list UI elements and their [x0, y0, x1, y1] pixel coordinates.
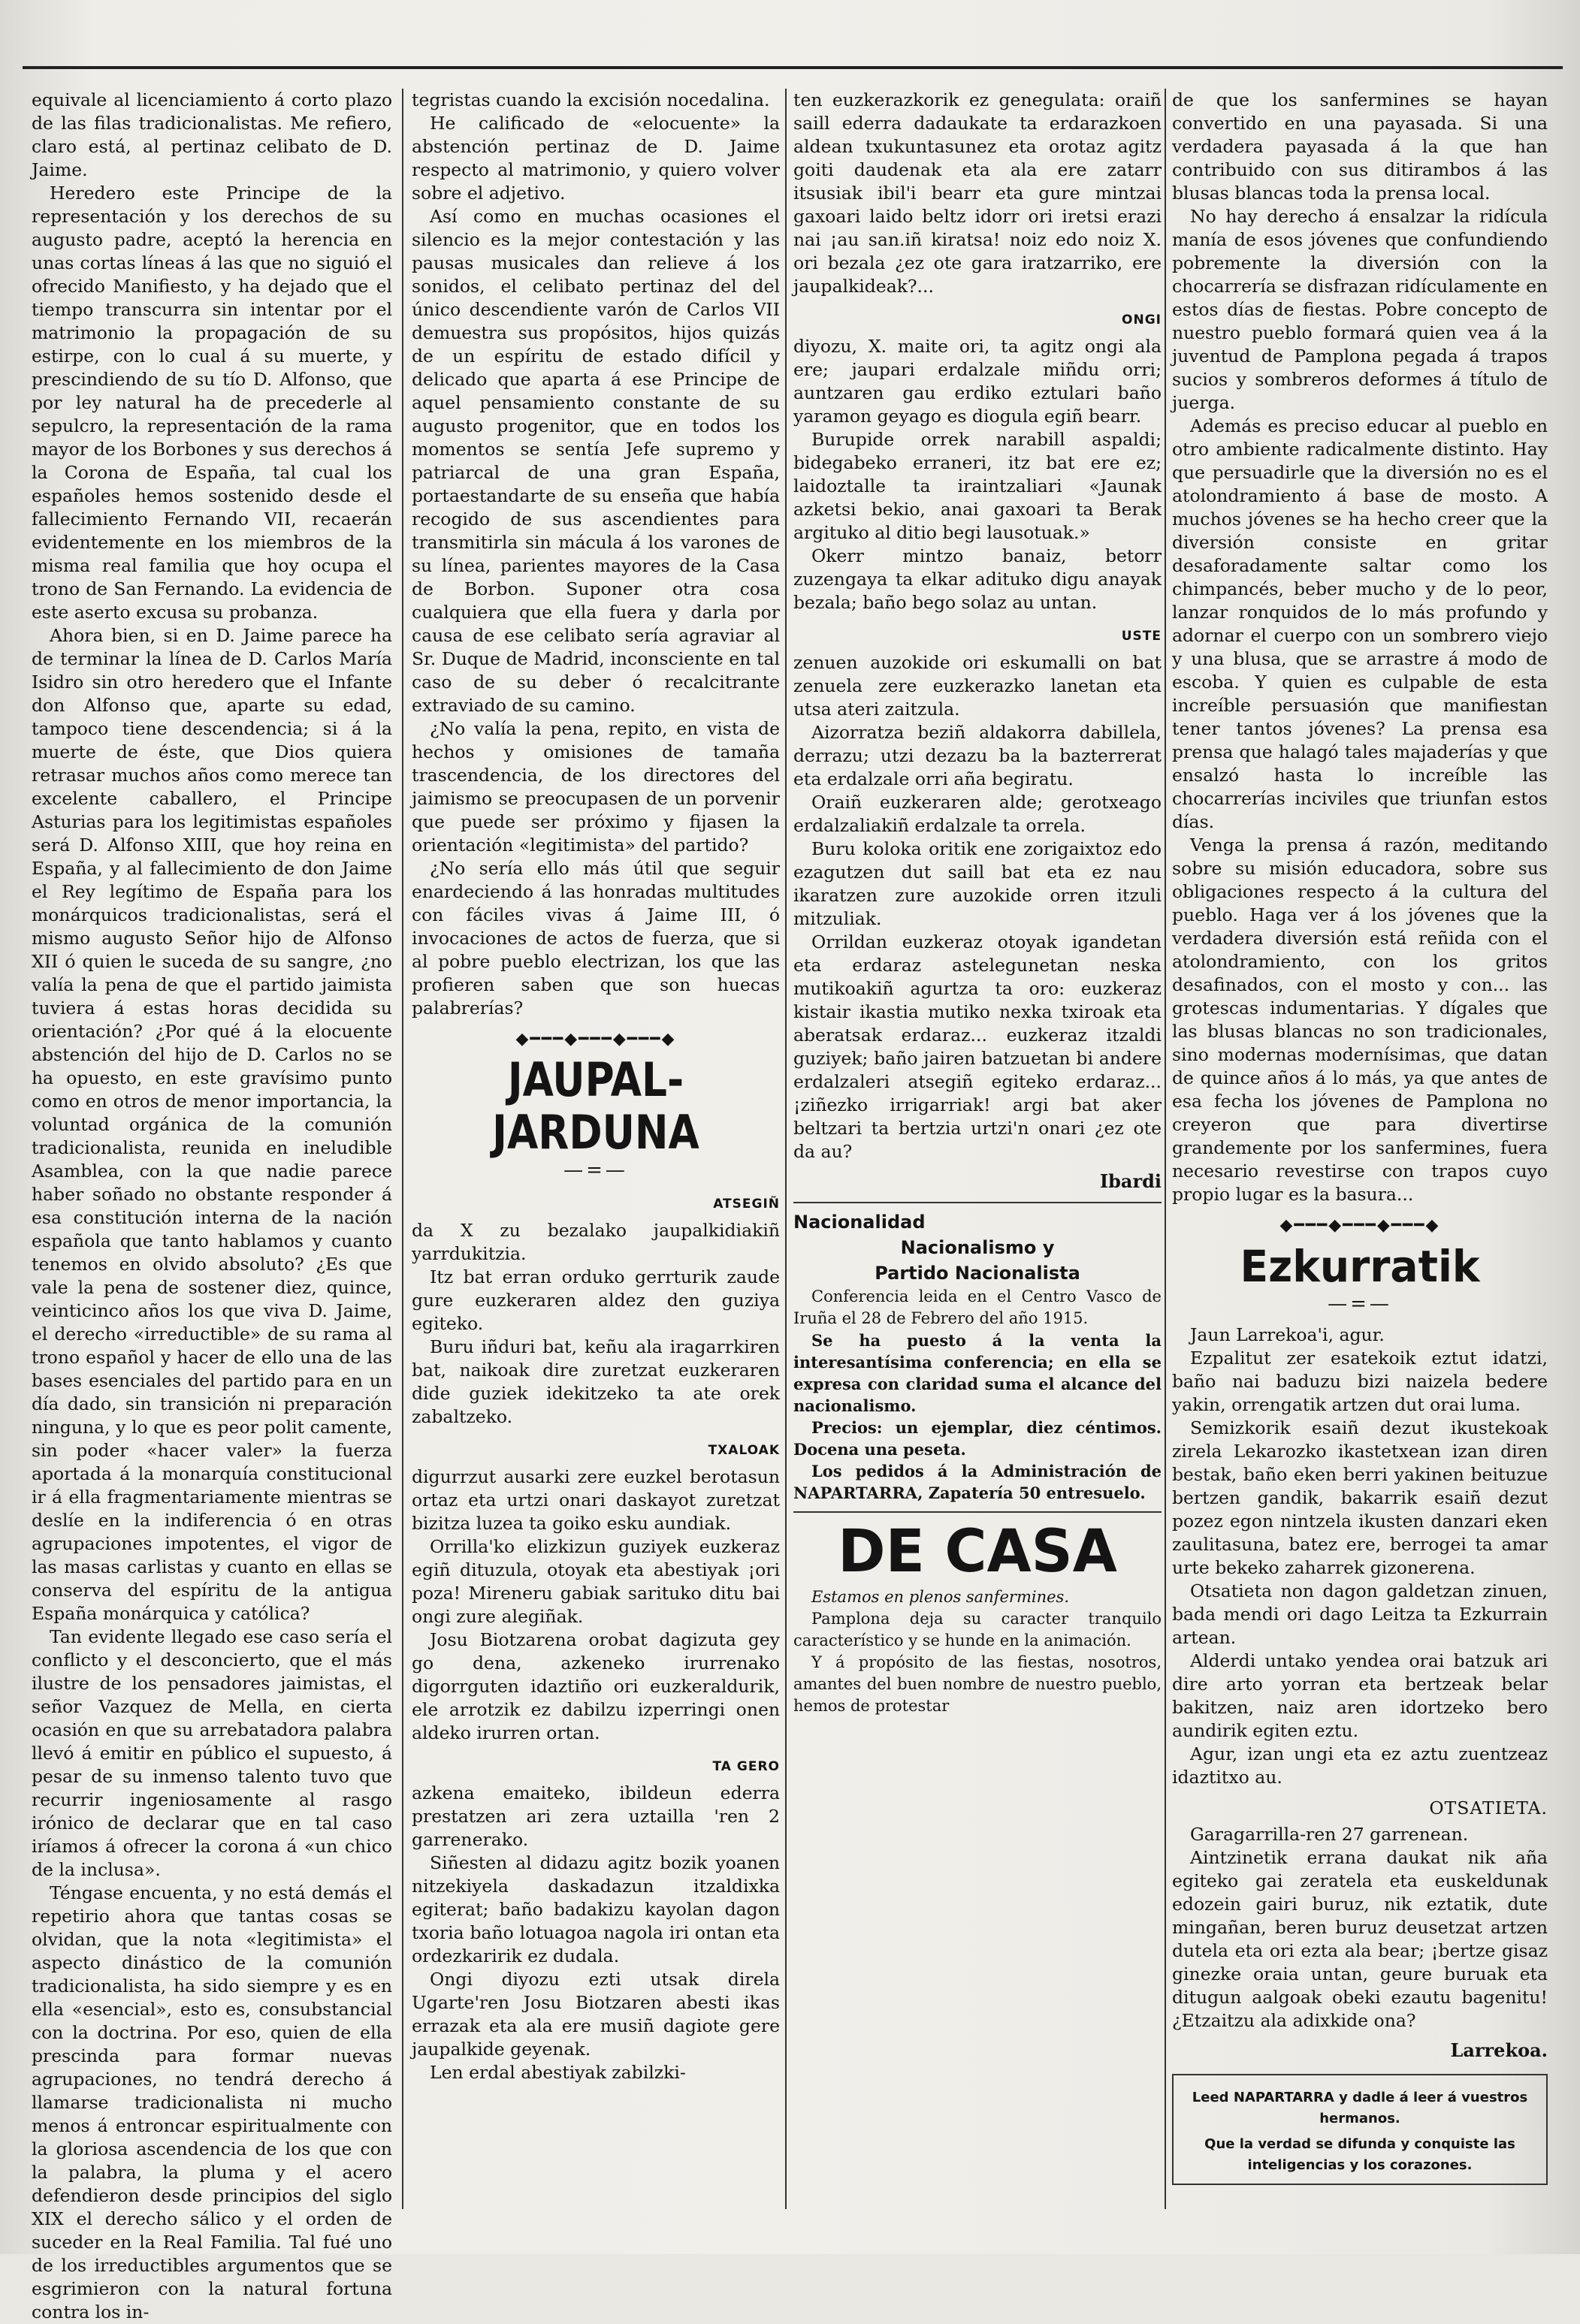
article-paragraph: Ahora bien, si en D. Jaime parece ha de terminar la línea de D. Carlos María Isidro sin otro heredero que el Infante don Alfonso que, aparte su edad, tampoco tiene descendencia; si á la muerte de éste, que Dios quiera retrasar muchos años como merece tan excelente caballero, el Principe Asturias para los legitimistas españoles será D. Alfonso XIII, que hoy reina en España, y al fallecimiento de don Jaime el Rey legítimo de España para los monárquicos tradicionalistas, será el mismo augusto Señor hijo de Alfonso XII ó quien le suceda de su sangre, ¿no valía la pena de que el partido jaimista tuviera á estas horas decidida su orientación? ¿Por qué á la elocuente abstención del hijo de D. Carlos no se ha opuesto, en este gravísimo punto como en otros de menor importancia, la voluntad orgánica de la comunión tradicionalista, reunida en ineludible Asamblea, con la que nadie parece haber soñado no obstante responder á esa constitución interna de la nación española que tanto hablamos y cuanto tenemos en olvido absoluto? ¿Es que vale la pena de sostener diez, quince, veinticinco años los que viva D. Jaime, el derecho «irreductible» de su rama al trono español y hacer de ello una de las bases esenciales del partido para en un día dado, sin transición ni preparación ninguna, y lo que es peor polit camente, sin poder «hacer valer» la fuerza aportada á la monarquía constitucional ir á ella fragmentariamente mientras se deslíe en la indiferencia ó en otras agrupaciones impotentes, el vigor de las masas carlistas y cuanto en ellas se conserva del espíritu de la antigua España monárquica y católica? — [32, 625, 392, 1624]
entry-text: da X zu bezalako jaupalkidiakiñ yarrdukitzia. — [412, 1220, 780, 1264]
entry-signature: TXALOAK — [708, 1443, 780, 1458]
section-title: Ezkurratik — [1240, 1241, 1480, 1292]
article-paragraph: Así como en muchas ocasiones el silencio es la mejor contestación y las pausas musicales dan relieve á los sonidos, el celibato pertinaz del del único descendiente varón de Carlos VII demuestra sus propósitos, hijos quizás de un espíritu de estado difícil y delicado que aparta á ese Principe de aquel pensamiento constante de su augusto progenitor, que en todos los momentos se sentía Jefe supremo y patriarcal de una gran España, portaestandarte de su enseña que había recogido de sus ascendientes para transmitirla sin mácula á los varones de su línea, parientes mayores de la Casa de Borbon. Suponer otra cosa cualquiera que ella fuera y darla por causa de ese celibato sería agraviar al Sr. Duque de Madrid, inconsciente en tal caso de su deber ó recalcitrante extraviado de su camino. — [412, 206, 780, 716]
article-paragraph: Tan evidente llegado ese caso sería el conflicto y el desconcierto, que el más ilustre de los pensadores jaimistas, el señor Vazquez de Mella, en cierta ocasión en que su arrebatadora palabra llevó á emitir en público el supuesto, á pesar de su inmenso talento tuvo que recurrir ingeniosamente al rasgo irónico de declarar que en tal caso iríamos á ofrecer la corona á «un chico de la inclusa». — [32, 1626, 392, 1880]
column-4 — [1172, 89, 1548, 2224]
notice-paragraph: Los pedidos á la Administración de NAPARTARRA, Zapatería 50 entresuelo. — [793, 1462, 1162, 1502]
entry-text: diyozu, X. maite ori, ta agitz ongi ala ere; jaupari erdalzale miñdu orri; auntzaren gau erdiko eztulari baño yaramon geyago es diogula egiñ bearr. — [793, 336, 1162, 427]
letter-paragraph: Semizkorik esaiñ dezut ikustekoak zirela Lekarozko ikastetxean izan diren bestak, baño eken berri yakinen beituzue bertzen gandik, bakarrik esaiñ dezut pozez egon nintzela ikusten danzari eken zaulitasuna, batez ere, berrogei ta amar urte bekeko zaharrek gizonerena. — [1172, 1417, 1548, 1578]
column-1 — [32, 89, 392, 2322]
letter-paragraph: Otsatieta non dagon galdetzan zinuen, bada mendi ori dago Leitza ta Ezkurrain artean. — [1172, 1580, 1548, 1648]
article-paragraph: tegristas cuando la excisión nocedalina. — [412, 89, 770, 110]
entry-text: azkena emaiteko, ibildeun ederra prestatzen ari zera uztailla 'ren 2 garrenerako. — [412, 1782, 780, 1850]
entry-text: Buru iñduri bat, keñu ala iragarrkiren bat, naikoak dire zuretzat euzkeraren dide guziek idekitzeko ta ate orek zabaltzeko. — [412, 1336, 780, 1427]
entry-text: Oraiñ euzkeraren alde; gerotxeago erdalzaliakiñ erdalzale ta orrela. — [793, 792, 1162, 836]
letter-signature: OTSATIETA. — [1429, 1797, 1548, 1818]
promo-line: Leed NAPARTARRA y dadle á leer á vuestros hermanos. — [1192, 2090, 1528, 2126]
ornament-divider: ◆━━━◆━━━◆━━━◆ — [1279, 1216, 1440, 1235]
section-divider — [793, 1511, 1162, 1513]
de-casa-paragraph: Y á propósito de las fiestas, nosotros, amantes del buen nombre de nuestro pueblo, hemos de protestar — [793, 1653, 1162, 1715]
entry-text: digurrzut ausarki zere euzkel berotasun ortaz eta urtzi onari daskayot zuretzat bizitza luzea ta goiko esku aundiak. — [412, 1466, 780, 1534]
column-3 — [793, 89, 1162, 2224]
letter-paragraph: Agur, izan ungi eta ez aztu zuentzeaz idaztitxo au. — [1172, 1743, 1548, 1788]
column-divider — [1165, 89, 1166, 2209]
letter-signature: Larrekoa. — [1450, 2039, 1548, 2061]
de-casa-paragraph: Pamplona deja su caracter tranquilo característico y se hunde en la animación. — [793, 1610, 1162, 1649]
entry-signature: ONGI — [1122, 312, 1162, 327]
notice-title: Nacionalidad — [793, 1212, 926, 1233]
letter-paragraph: Alderdi untako yendea orai batzuk ari dire arto yorran eta bertzeak belar bakitzen, naiz aren idortzeko bero aundirik egiten eztu. — [1172, 1650, 1548, 1741]
entry-signature: USTE — [1121, 629, 1162, 644]
column-2 — [412, 89, 780, 2224]
article-paragraph: ¿No valía la pena, repito, en vista de hechos y omisiones de tamaña trascendencia, de los directores del jaimismo se preocupasen de un porvenir que puede ser próximo y fijasen la orientación «legitimista» del partido? — [412, 718, 780, 856]
entry-text: Okerr mintzo banaiz, betorr zuzengaya ta elkar adituko digu anayak bezala; baño bego solaz au untan. — [793, 545, 1162, 613]
article-paragraph: Heredero este Principe de la representación y los derechos de su augusto padre, aceptó la herencia en unas cortas líneas á las que no siguió el ofrecido Manifiesto, y ha dejado que el tiempo transcurra sin intentar por el matrimonio la propagación de su estirpe, con lo cual á su muerte, y prescindiendo de su tío D. Alfonso, que por ley natural ha de precederle al sepulcro, la representación de la rama mayor de los Borbones y sus derechos á la Corona de España, tal cual los españoles hemos sostenido desde el fallecimiento Fernando VII, recaerán evidentemente en los miembros de la misma real familia que hoy ocupa el trono de San Fernando. La evidencia de este aserto excusa su probanza. — [32, 183, 392, 623]
author-signature: Ibardi — [1099, 1170, 1162, 1192]
entry-text: Josu Biotzarena orobat dagizuta gey go dena, azkeneko irurrenako digorrguten idaztiño ori euzkeraldurik, ele arrotzik ez dabilzu izperringi onen aldeko irurren ortan. — [412, 1629, 780, 1743]
entry-text: Ongi diyozu ezti utsak direla Ugarte'ren Josu Biotzaren abesti ikas errazak eta ala ere musiñ dagiote gere jaupalkide geyenak. — [412, 1969, 780, 2060]
column-divider — [402, 89, 403, 2209]
entry-text: zenuen auzokide ori eskumalli on bat zenuela zere euzkerazko lanetan eta utsa ateri zaitzula. — [793, 652, 1162, 720]
article-paragraph: Además es preciso educar al pueblo en otro ambiente radicalmente distinto. Hay que persuadirle que la diversión no es el atolondramiento á base de mosto. A muchos jóvenes se ha hecho creer que la diversión consiste en gritar desaforadamente saltar como los chimpancés, beber mucho y de lo peor, lanzar ronquidos de lo más profundo y adornar el cuerpo con un sombrero viejo y una blusa, que se arrastre á modo de escoba. Y quien es culpable de esta increíble persuasión que manifiestan tener tantos jóvenes? La prensa esa prensa que halagó tales majaderías y que ensalzó hasta lo increíble las chocarrerías inciviles que triunfan estos días. — [1172, 415, 1548, 832]
article-paragraph: Venga la prensa á razón, meditando sobre su misión educadora, sobre sus obligaciones respecto á la cultura del pueblo. Haga ver á los jóvenes que la verdadera diversión está reñida con el atolondramiento, con los gritos desafinados, con el mosto y con... las grotescas indumentarias. Y dígales que las blusas blancas no son tradicionales, sino modernas modernísimas, que datan de quince años á lo más, ya que antes de esa fecha los jóvenes de Pamplona no creyeron que para divertirse grandemente por los sanfermines, fuera necesario revestirse con trapos cuyo propio lugar es la basura... — [1172, 835, 1548, 1205]
notice-paragraph: Precios: un ejemplar, diez céntimos. Docena una peseta. — [793, 1418, 1162, 1459]
promo-box — [1172, 2074, 1548, 2185]
notice-paragraph: Conferencia leida en el Centro Vasco de Iruña el 28 de Febrero del año 1915. — [793, 1287, 1162, 1327]
ornament-divider: ◆━━━◆━━━◆━━━◆ — [515, 1030, 676, 1049]
notice-title: Nacionalismo y — [900, 1237, 1055, 1258]
entry-text: Burupide orrek narabill aspaldi; bidegabeko erraneri, itz bat ere ez; laidoztalle ta iraintzaliari «Jaunak azketsi bekio, anai gaxoari ta Berak argituko al ditio begi lausotuak.» — [793, 429, 1162, 543]
article-paragraph: He calificado de «elocuente» la abstención pertinaz de D. Jaime respecto al matrimonio, y quiero volver sobre el adjetivo. — [412, 113, 780, 204]
article-paragraph: equivale al licenciamiento á corto plazo de las filas tradicionalistas. Me refiero, claro está, al pertinaz celibato de D. Jaime. — [32, 89, 392, 180]
de-casa-title: DE CASA — [838, 1518, 1117, 1586]
section-rule: —=— — [563, 1159, 628, 1182]
letter-date: Garagarrilla-ren 27 garrenean. — [1190, 1824, 1469, 1845]
section-title: JAUPAL-JARDUNA — [492, 1052, 699, 1160]
entry-text: Aizorratza beziñ aldakorra dabillela, derrazu; utzi dezazu ba la bazterrerat eta erdalzale orri aña begiratu. — [793, 722, 1162, 789]
article-paragraph: Téngase encuenta, y no está demás el repetirio ahora que tantas cosas se olvidan, que la nota «legitimista» el aspecto dinástico de la comunión tradicionalista, ha sido siempre y es en ella «esencial», esto es, consubstancial con la doctrina. Por eso, quien de ella prescinda para formar nuevas agrupaciones, no tendrá derecho á llamarse tradicionalista ni mucho menos á entroncar espiritualmente con la gloriosa ascendencia de los que con la palabra, la pluma y el acero defendieron desde principios del siglo XIX el derecho sálico y el orden de suceder en la Real Familia. Tal fué uno de los irreductibles argumentos que se esgrimieron con la natural fortuna contra los in- — [32, 1882, 392, 2322]
article-paragraph: No hay derecho á ensalzar la ridícula manía de esos jóvenes que confundiendo pobremente la diversión con la chocarrería se disfrazan ridículamente en estos días de fiestas. Pobre concepto de nuestro pueblo formará quien vea á la juventud de Pamplona pegada á trapos sucios y sombreros deformes á título de juerga. — [1172, 206, 1548, 413]
de-casa-paragraph: Estamos en plenos sanfermines. — [811, 1588, 1070, 1606]
entry-text: Orrildan euzkeraz otoyak igandetan eta erdaraz astelegunetan neska mutikoakiñ agurtza ta oro: euzkeraz kistair ikastia mutiko nexka txiroak eta aberatsak erdaraz... euzkeraz itzaldi guziyek; baño jairen batzuetan bi andere erdalzaleri atsegiñ egiteko erdaraz... ¡ziñezko irrigarriak! argi bat aker beltzari ta bertzia urtzi'n onari ¿ez ote da au? — [793, 931, 1162, 1162]
section-divider — [793, 1202, 1162, 1203]
entry-text: Itz bat erran orduko gerrturik zaude gure euzkeraren aldez den guziya egiteko. — [412, 1266, 780, 1334]
entry-text: Len erdal abestiyak zabilzki- — [430, 2062, 686, 2083]
top-rule — [23, 66, 1563, 69]
entry-text: Orrilla'ko elizkizun guziyek euzkeraz egiñ dituzula, otoyak eta abestiyak ¡ori poza! Mireneru gabiak sarituko ditu bai ongi zure alegiñak. — [412, 1536, 780, 1627]
entry-text: Buru koloka oritik ene zorigaixtoz edo ezagutzen dut saill bat eta ez nau ikaratzen zure auzokide orren itzuli mitzuliak. — [793, 838, 1162, 929]
promo-line: Que la verdad se difunda y conquiste las inteligencias y los corazones. — [1204, 2136, 1515, 2173]
section-rule: —=— — [1328, 1293, 1392, 1315]
notice-paragraph: Se ha puesto á la venta la interesantísima conferencia; en ella se expresa con claridad suma el alcance del nacionalismo. — [793, 1331, 1162, 1415]
notice-title: Partido Nacionalista — [875, 1263, 1080, 1284]
entry-signature: ATSEGIÑ — [713, 1197, 780, 1212]
entry-text: Siñesten al didazu agitz bozik yoanen nitzekiyela daskadazun itzaldixka egiterat; baño badakizu kayolan dagon txoria baño lotuagoa nagola iri ontan eta ordezkaririk ez dudala. — [412, 1852, 780, 1966]
letter-paragraph: Aintzinetik errana daukat nik aña egiteko gai zeratela eta euskeldunak edozein gairi buruz, nik eztatik, dute mingañan, beren buruz deusetzat artzen dutela eta ori ezta ala bear; ¡bertze gisaz ginezke oraia untan, geure buruak eta ditugun aalgoak obeki ezautu bagenitu! ¿Etzaitzu ala adixkide ona? — [1172, 1847, 1548, 2031]
article-paragraph: ten euzkerazkorik ez genegulata: oraiñ saill ederra dadaukate ta erdarazkoen aldean txukuntasunez eta orotaz agitz goiti daudenak eta ala ere zatarr itsusiak ibil'i bearr eta gure mintzai gaxoari laido beltz idorr ori iretsi erazi nai ¡au san.iñ kiratsa! noiz edo noiz X. ori bezala ¿ez ote gara iratzarriko, ere jaupalkideak?... — [793, 89, 1162, 297]
column-divider — [785, 89, 787, 2209]
article-paragraph: ¿No sería ello más útil que seguir enardeciendo á las honradas multitudes con fáciles vivas á Jaime III, ó invocaciones de actos de fuerza, que si al pobre pueblo electrizan, los que las profieren saben que son huecas palabrerías? — [412, 858, 780, 1019]
entry-signature: TA GERO — [712, 1759, 780, 1774]
article-paragraph: de que los sanfermines se hayan convertido en una payasada. Si una verdadera payasada á la que han contribuido con sus ditirambos á las blusas blancas toda la prensa local. — [1172, 89, 1548, 204]
letter-paragraph: Ezpalitut zer esatekoik eztut idatzi, baño nai baduzu bizi naizela bedere yakin, orrengatik artzen dut orai luma. — [1172, 1348, 1548, 1415]
letter-greeting: Jaun Larrekoa'i, agur. — [1190, 1324, 1385, 1345]
